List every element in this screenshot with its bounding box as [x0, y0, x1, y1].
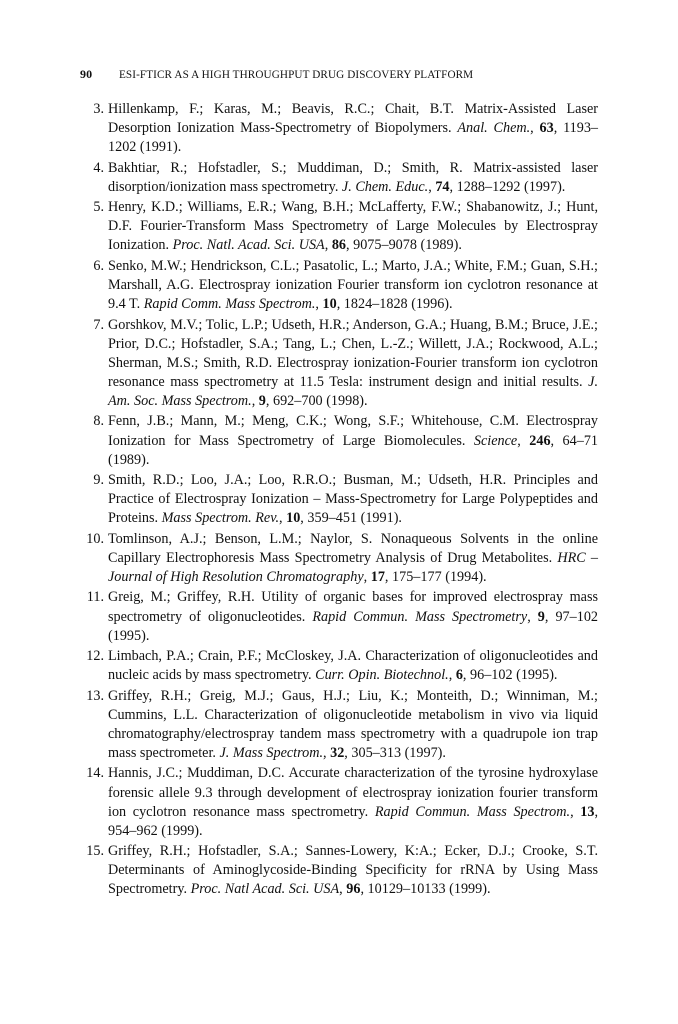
reference-pages: , 9075–9078 (1989). [346, 237, 462, 254]
reference-journal: J. Mass Spectrom. [219, 745, 323, 761]
reference-pages: , 954–962 (1999). [108, 803, 599, 839]
reference-journal: Science [473, 432, 518, 449]
reference-pages: , 96–102 (1995). [462, 667, 558, 684]
reference-text: Gorshkov, M.V.; Tolic, L.P.; Udseth, H.R.; Anderson, G.A.; Huang, B.M.; Bruce, J.E.; Prior, D.C.; Hofstadler, S.A.; Tang, L.; Chen, L.-Z.; Willett, J.A.; Rockwood, A.L.; Sherman, M.S.; Smith, R.D. Electrospray ionization-Fourier transform ion cyclotron resonance mass spectrometry at 11.5 Tesla: instrument design and initial results. [108, 316, 598, 390]
reference-journal: Proc. Natl Acad. Sci. USA [190, 881, 340, 898]
reference-pages: , 1288–1292 (1997). [449, 178, 566, 195]
reference-pages: , 10129–10133 (1999). [360, 881, 491, 898]
running-header [80, 67, 600, 82]
reference-volume: 32 [330, 745, 345, 761]
reference-pages: , 305–313 (1997). [344, 745, 446, 761]
reference-volume: 63 [539, 120, 554, 137]
reference-number: 5. [93, 199, 104, 216]
reference-journal: Proc. Natl. Acad. Sci. USA [172, 237, 325, 254]
reference-journal: Rapid Commun. Mass Spectrometry [312, 608, 528, 625]
reference-text: Griffey, R.H.; Greig, M.J.; Gaus, H.J.; Liu, K.; Monteith, D.; Winniman, M.; Cummins, L.L. Characterization of oligonucleotide metabolism in vivo via liquid chromatography/electrospray tandem mass spectrometry with a quadrupole ion trap mass spectrometer. [108, 687, 598, 761]
reference-journal: Mass Spectrom. Rev. [161, 510, 280, 527]
reference-volume: 74 [435, 178, 450, 195]
reference-item: 4. Bakhtiar, R.; Hofstadler, S.; Muddiman, D.; Smith, R. Matrix-assisted laser disorption/ionization mass spectrometry. J. Chem. Educ., 74, 1288–1292 (1997). [93, 159, 598, 195]
reference-volume: 6 [455, 667, 463, 684]
reference-pages: , 1824–1828 (1996). [336, 296, 453, 313]
reference-list [80, 100, 598, 901]
reference-number: 14. [86, 765, 104, 782]
reference-journal: Rapid Comm. Mass Spectrom. [143, 296, 316, 313]
reference-pages: , 359–451 (1991). [300, 510, 402, 527]
reference-text: Hillenkamp, F.; Karas, M.; Beavis, R.C.; Chait, B.T. Matrix-Assisted Laser Desorption Ionization Mass-Spectrometry of Biopolymers. [108, 101, 598, 137]
reference-journal: HRC – Journal of High Resolution Chromatography [108, 549, 599, 585]
reference-number: 7. [93, 316, 104, 333]
reference-number: 8. [93, 413, 104, 430]
reference-text: Bakhtiar, R.; Hofstadler, S.; Muddiman, D.; Smith, R. Matrix-assisted laser disorption/ionization mass spectrometry. [108, 159, 598, 195]
reference-number: 9. [93, 472, 104, 489]
reference-text: Tomlinson, A.J.; Benson, L.M.; Naylor, S. Nonaqueous Solvents in the online Capillary Electrophoresis Mass Spectrometry Analysis of Drug Metabolites. [108, 530, 598, 566]
reference-item: 5. Henry, K.D.; Williams, E.R.; Wang, B.H.; McLafferty, F.W.; Shabanowitz, J.; Hunt, D.F. Fourier-Transform Mass Spectrometry of Large Molecules by Electrospray Ionization. Proc. Natl. Acad. Sci. USA, 86, 9075–9078 (1989). [93, 199, 598, 254]
reference-item: 7. Gorshkov, M.V.; Tolic, L.P.; Udseth, H.R.; Anderson, G.A.; Huang, B.M.; Bruce, J.E.; Prior, D.C.; Hofstadler, S.A.; Tang, L.; Chen, L.-Z.; Willett, J.A.; Rockwood, A.L.; Sherman, M.S.; Smith, R.D. Electrospray ionization-Fourier transform ion cyclotron resonance mass spectrometry at 11.5 Tesla: instrument design and initial results. J. Am. Soc. Mass Spectrom., 9, 692–700 (1998). [93, 316, 598, 409]
reference-text: Hannis, J.C.; Muddiman, D.C. Accurate characterization of the tyrosine hydroxylase forensic allele 9.3 through development of electrospray ionization fourier transform ion cyclotron resonance mass spectrometry. [108, 765, 598, 820]
reference-journal: Curr. Opin. Biotechnol. [315, 667, 449, 684]
reference-volume: 13 [580, 803, 595, 820]
reference-pages: , 97–102 (1995). [108, 608, 599, 644]
reference-number: 4. [93, 159, 104, 176]
reference-item: 13. Griffey, R.H.; Greig, M.J.; Gaus, H.J.; Liu, K.; Monteith, D.; Winniman, M.; Cummins, L.L. Characterization of oligonucleotide metabolism in vivo via liquid chromatography/electrospray tandem mass spectrometry with a quadrupole ion trap mass spectrometer. J. Mass Spectrom., 32, 305–313 (1997). [86, 687, 598, 761]
reference-item: 3. Hillenkamp, F.; Karas, M.; Beavis, R.C.; Chait, B.T. Matrix-Assisted Laser Desorption Ionization Mass-Spectrometry of Biopolymers. Anal. Chem., 63, 1193–1202 (1991). [93, 101, 599, 156]
reference-volume: 9 [537, 608, 545, 625]
reference-number: 6. [93, 257, 104, 274]
reference-number: 15. [86, 843, 104, 860]
reference-pages: , 692–700 (1998). [265, 392, 368, 409]
reference-item: 15. Griffey, R.H.; Hofstadler, S.A.; Sannes-Lowery, K:A.; Ecker, D.J.; Crooke, S.T. Determinants of Aminoglycoside-Binding Specificity for rRNA by Using Mass Spectrometry. Proc. Natl Acad. Sci. USA, 96, 10129–10133 (1999). [86, 843, 598, 898]
reference-number: 10. [86, 530, 104, 547]
reference-item: 14. Hannis, J.C.; Muddiman, D.C. Accurate characterization of the tyrosine hydroxylase forensic allele 9.3 through development of electrospray ionization fourier transform ion cyclotron resonance mass spectrometry. Rapid Commun. Mass Spectrom., 13, 954–962 (1999). [86, 765, 599, 839]
reference-item: 11. Greig, M.; Griffey, R.H. Utility of organic bases for improved electrospray mass spectrometry of oligonucleotides. Rapid Commun. Mass Spectrometry, 9, 97–102 (1995). [86, 589, 599, 644]
reference-number: 12. [86, 648, 104, 665]
reference-item: 6. Senko, M.W.; Hendrickson, C.L.; Pasatolic, L.; Marto, J.A.; White, F.M.; Guan, S.H.; Marshall, A.G. Electrospray ionization Fourier transform ion cyclotron resonance at 9.4 T. Rapid Comm. Mass Spectrom., 10, 1824–1828 (1996). [93, 257, 598, 313]
reference-journal: Rapid Commun. Mass Spectrom. [374, 803, 571, 820]
reference-text: Griffey, R.H.; Hofstadler, S.A.; Sannes-Lowery, K:A.; Ecker, D.J.; Crooke, S.T. Determinants of Aminoglycoside-Binding Specificity for rRNA by Using Mass Spectrometry. [108, 843, 598, 898]
reference-item: 10. Tomlinson, A.J.; Benson, L.M.; Naylor, S. Nonaqueous Solvents in the online Capillary Electrophoresis Mass Spectrometry Analysis of Drug Metabolites. HRC – Journal of High Resolution Chromatography, 17, 175–177 (1994). [86, 530, 599, 585]
reference-item: 12. Limbach, P.A.; Crain, P.F.; McCloskey, J.A. Characterization of oligonucleotides and nucleic acids by mass spectrometry. Curr. Opin. Biotechnol., 6, 96–102 (1995). [86, 648, 598, 684]
reference-text: Greig, M.; Griffey, R.H. Utility of organic bases for improved electrospray mass spectrometry of oligonucleotides. [108, 589, 598, 625]
reference-pages: , 175–177 (1994). [384, 568, 487, 585]
reference-volume: 10 [322, 296, 337, 313]
reference-item: 8. Fenn, J.B.; Mann, M.; Meng, C.K.; Wong, S.F.; Whitehouse, C.M. Electrospray Ionization for Mass Spectrometry of Large Biomolecules. Science, 246, 64–71 (1989). [93, 413, 599, 468]
reference-volume: 9 [258, 392, 266, 409]
reference-volume: 86 [331, 237, 347, 254]
reference-pages: , 64–71 (1989). [108, 432, 599, 468]
reference-number: 11. [86, 589, 104, 606]
reference-pages: , 1193–1202 (1991). [108, 120, 599, 156]
reference-volume: 10 [286, 510, 301, 527]
running-title: ESI-FTICR AS A HIGH THROUGHPUT DRUG DISCOVERY PLATFORM [119, 69, 474, 81]
reference-volume: 17 [370, 568, 385, 585]
reference-text: Senko, M.W.; Hendrickson, C.L.; Pasatolic, L.; Marto, J.A.; White, F.M.; Guan, S.H.; Marshall, A.G. Electrospray ionization Fourier transform ion cyclotron resonance at 9.4 T. [108, 257, 598, 313]
reference-text: Fenn, J.B.; Mann, M.; Meng, C.K.; Wong, S.F.; Whitehouse, C.M. Electrospray Ionization for Mass Spectrometry of Large Biomolecules. [108, 413, 598, 449]
reference-text: Henry, K.D.; Williams, E.R.; Wang, B.H.; McLafferty, F.W.; Shabanowitz, J.; Hunt, D.F. Fourier-Transform Mass Spectrometry of Large Molecules by Electrospray Ionization. [108, 199, 598, 254]
reference-number: 13. [86, 687, 104, 704]
reference-journal: J. Am. Soc. Mass Spectrom. [108, 373, 598, 409]
reference-item: 9. Smith, R.D.; Loo, J.A.; Loo, R.R.O.; Busman, M.; Udseth, H.R. Principles and Practice of Electrospray Ionization – Mass-Spectrometry for Large Polypeptides and Proteins. Mass Spectrom. Rev., 10, 359–451 (1991). [93, 472, 598, 527]
reference-journal: Anal. Chem. [457, 120, 531, 137]
reference-text: Limbach, P.A.; Crain, P.F.; McCloskey, J.A. Characterization of oligonucleotides and nucleic acids by mass spectrometry. [108, 648, 598, 684]
reference-text: Smith, R.D.; Loo, J.A.; Loo, R.R.O.; Busman, M.; Udseth, H.R. Principles and Practice of Electrospray Ionization – Mass-Spectrometry for Large Polypeptides and Proteins. [108, 472, 598, 527]
page-number: 90 [80, 67, 93, 81]
reference-journal: J. Chem. Educ. [341, 178, 429, 195]
reference-volume: 246 [529, 432, 551, 449]
reference-volume: 96 [346, 881, 361, 898]
reference-number: 3. [93, 101, 104, 117]
